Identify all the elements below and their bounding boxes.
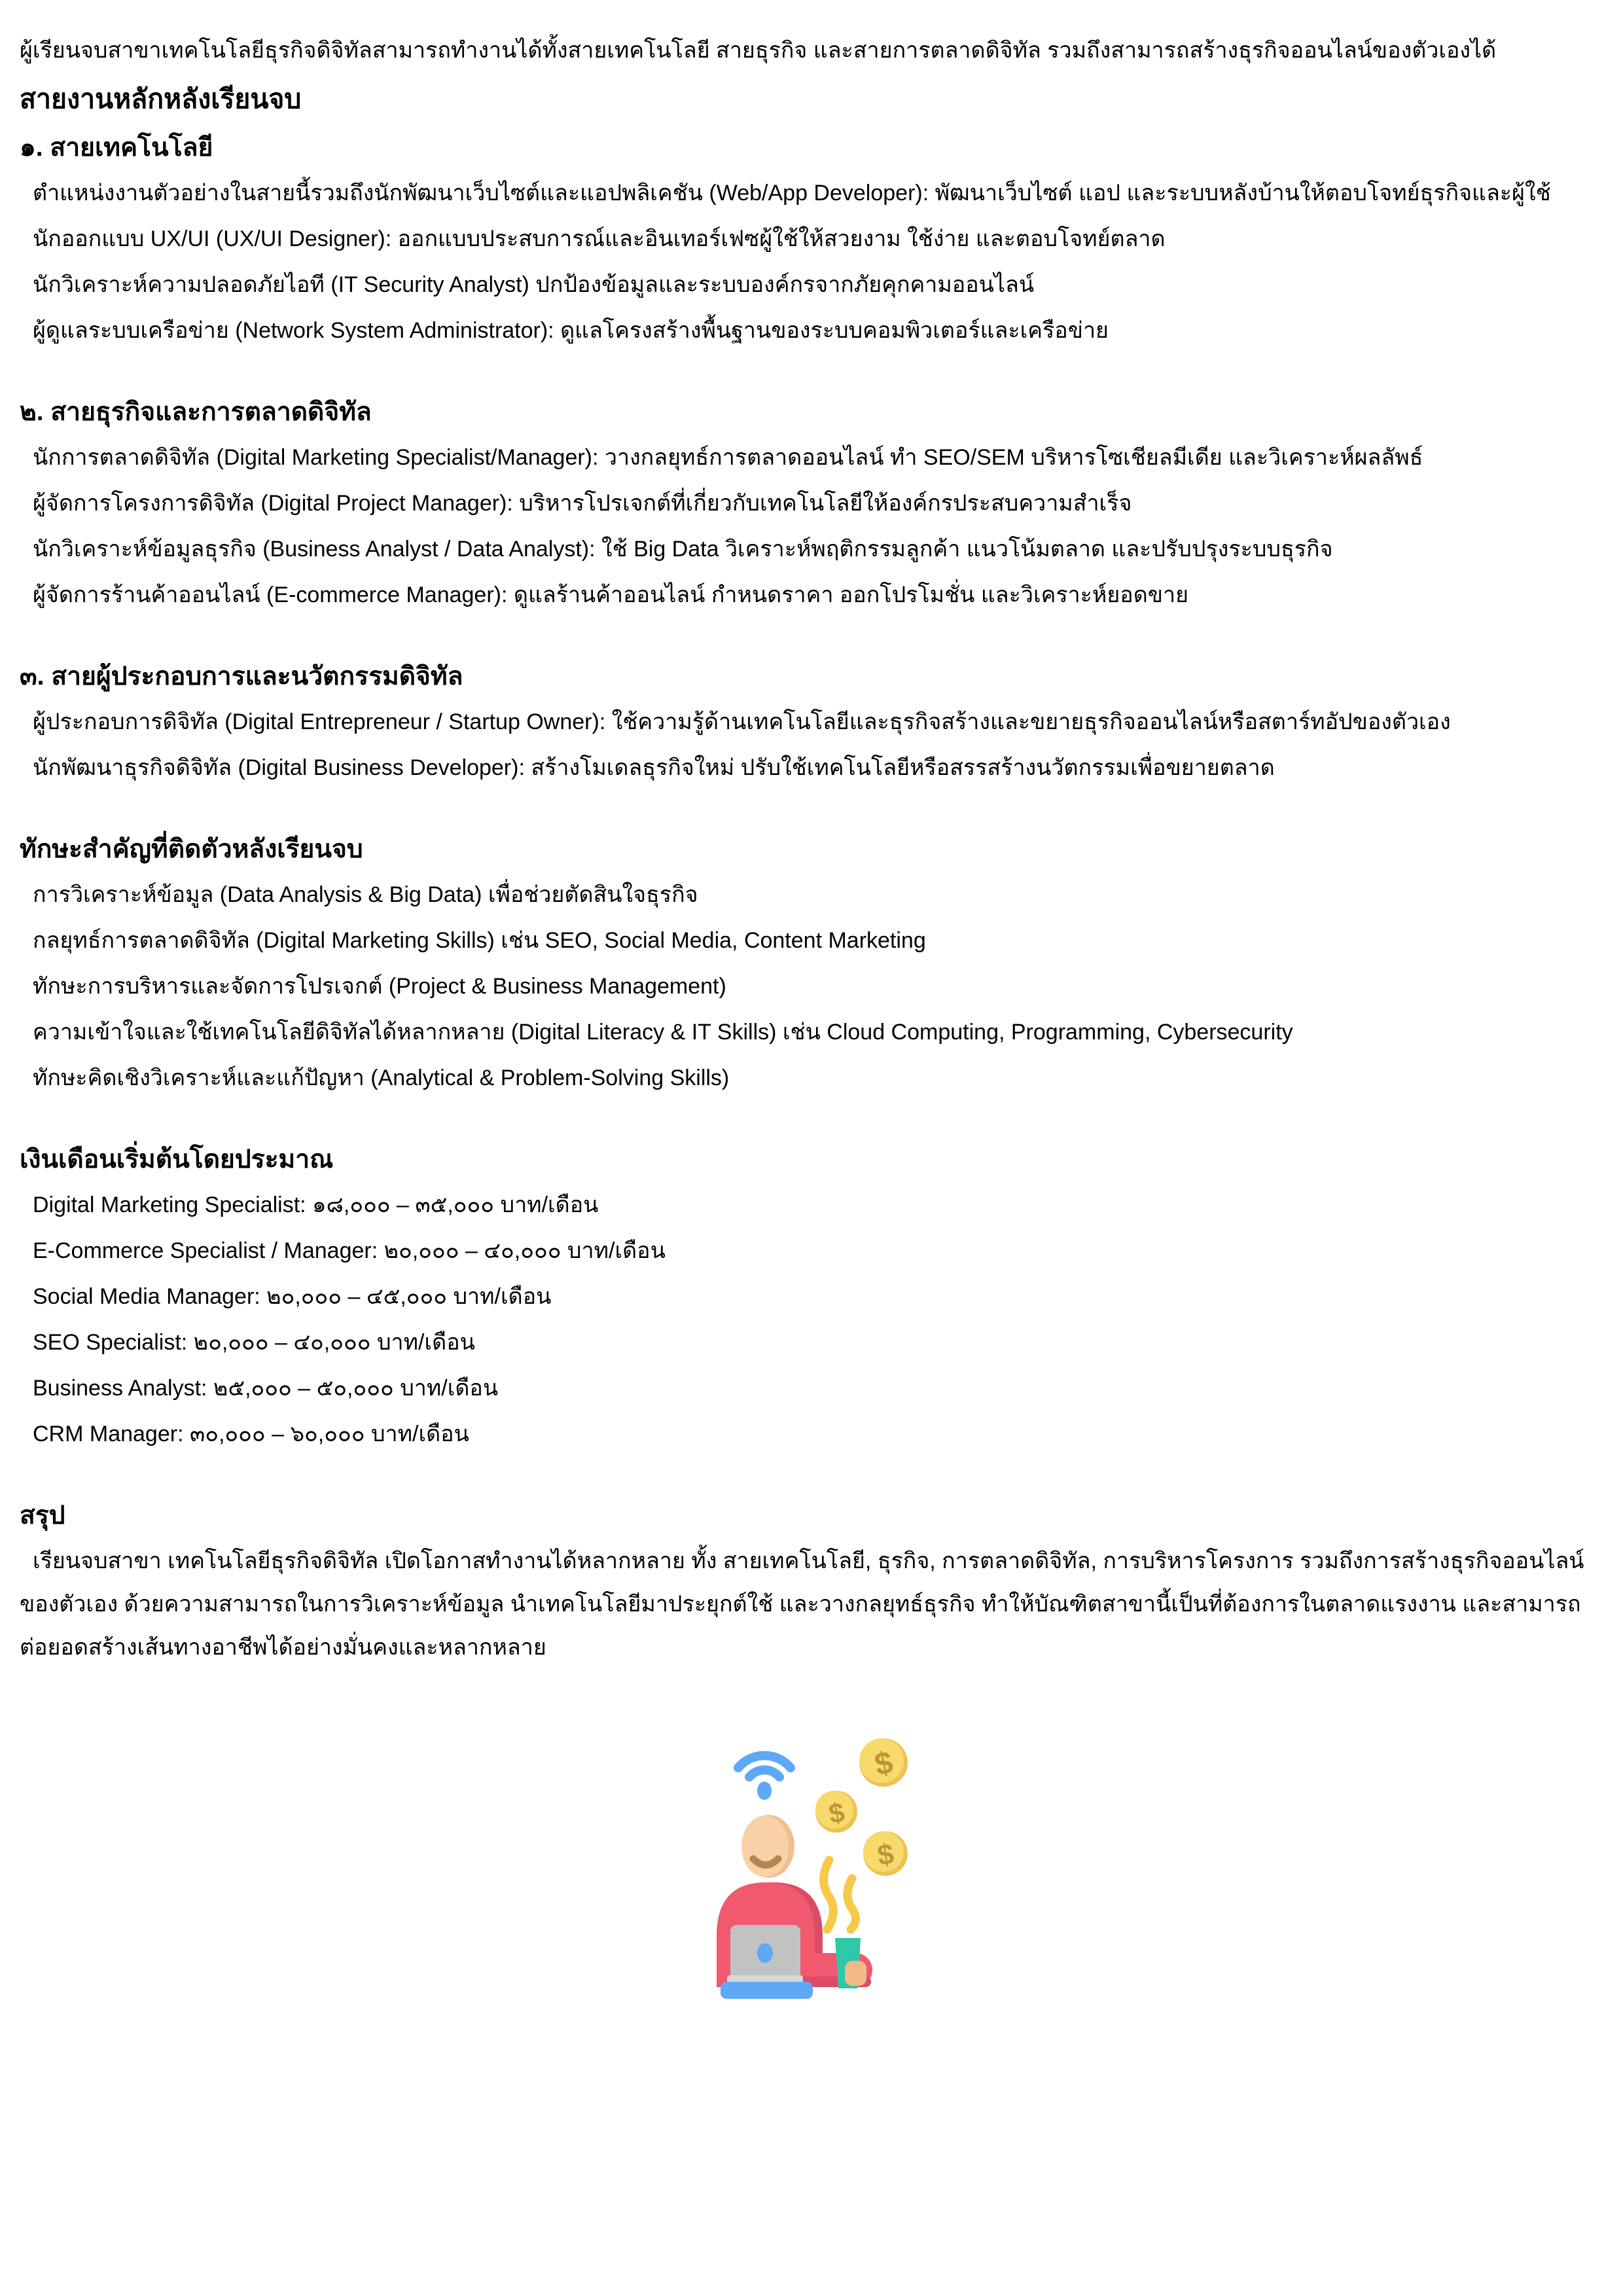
steam-wave [824, 1860, 834, 1929]
salary-item: Social Media Manager: ๒๐,๐๐๐ – ๔๕,๐๐๐ บาท/เดือน [33, 1284, 552, 1309]
skill-item: กลยุทธ์การตลาดดิจิทัล (Digital Marketing Skills) เช่น SEO, Social Media, Content Marketing [33, 928, 926, 953]
laptop-icon [727, 1925, 803, 1983]
laptop-logo-dot [757, 1943, 773, 1963]
summary-paragraph: เรียนจบสาขา เทคโนโลยีธุรกิจดิจิทัล เปิดโอกาสทำงานได้หลากหลาย ทั้ง สายเทคโนโลยี, ธุรกิจ, การตลาดดิจิทัล, การบริหารโครงการ รวมถึงการสร้างธุรกิจออนไลน์ของตัวเอง ด้วยความสามารถในการวิเคราะห์ข้อมูล นำเทคโนโลยีมาประยุกต์ใช้ และวางกลยุทธ์ธุรกิจ ทำให้บัณฑิตสาขานี้เป็นที่ต้องการในตลาดแรงงาน และสามารถต่อยอดสร้างเส้นทางอาชีพได้อย่างมั่นคงและหลากหลาย [20, 1549, 1584, 1660]
skill-item: ทักษะคิดเชิงวิเคราะห์และแก้ปัญหา (Analytical & Problem-Solving Skills) [33, 1066, 730, 1090]
job-item: ผู้ดูแลระบบเครือข่าย (Network System Administrator): ดูแลโครงสร้างพื้นฐานของระบบคอมพิวเตอร์และเครือข่าย [33, 318, 1109, 343]
job-item: นักพัฒนาธุรกิจดิจิทัล (Digital Business Developer): สร้างโมเดลธุรกิจใหม่ ปรับใช้เทคโนโลยีหรือสรรสร้างนวัตกรรมเพื่อขยายตลาด [33, 755, 1275, 780]
job-item: นักออกแบบ UX/UI (UX/UI Designer): ออกแบบประสบการณ์และอินเทอร์เฟซผู้ใช้ให้สวยงาม ใช้ง่าย และตอบโจทย์ตลาด [33, 226, 1166, 251]
salary-item: CRM Manager: ๓๐,๐๐๐ – ๖๐,๐๐๐ บาท/เดือน [33, 1422, 469, 1446]
wifi-icon [738, 1755, 791, 1800]
freelancer-illustration-svg [697, 1732, 919, 2007]
job-item: นักวิเคราะห์ข้อมูลธุรกิจ (Business Analyst / Data Analyst): ใช้ Big Data วิเคราะห์พฤติกรรมลูกค้า แนวโน้มตลาด และปรับปรุงระบบธุรกิจ [33, 537, 1333, 562]
coin-icon [815, 1791, 857, 1833]
skill-item: ทักษะการบริหารและจัดการโปรเจกต์ (Project & Business Management) [33, 974, 726, 999]
desk-bar [721, 1982, 813, 1999]
job-item: ผู้จัดการร้านค้าออนไลน์ (E-commerce Manager): ดูแลร้านค้าออนไลน์ กำหนดราคา ออกโปรโมชั่น และวิเคราะห์ยอดขาย [33, 583, 1189, 607]
steam-wave [847, 1878, 856, 1929]
salary-heading: เงินเดือนเริ่มต้นโดยประมาณ [20, 1145, 334, 1174]
skills-heading: ทักษะสำคัญที่ติดตัวหลังเรียนจบ [20, 835, 363, 863]
skill-item: ความเข้าใจและใช้เทคโนโลยีดิจิทัลได้หลากหลาย (Digital Literacy & IT Skills) เช่น Cloud Computing, Programming, Cybersecurity [33, 1020, 1293, 1045]
salary-item: Business Analyst: ๒๕,๐๐๐ – ๕๐,๐๐๐ บาท/เดือน [33, 1376, 499, 1401]
steam-icon [824, 1860, 856, 1929]
salary-item: Digital Marketing Specialist: ๑๘,๐๐๐ – ๓๕,๐๐๐ บาท/เดือน [33, 1193, 599, 1217]
salary-item: SEO Specialist: ๒๐,๐๐๐ – ๔๐,๐๐๐ บาท/เดือน [33, 1330, 475, 1355]
intro-paragraph: ผู้เรียนจบสาขาเทคโนโลยีธุรกิจดิจิทัลสามารถทำงานได้ทั้งสายเทคโนโลยี สายธุรกิจ และสายการตลาดดิจิทัล รวมถึงสามารถสร้างธุรกิจออนไลน์ของตัวเองได้ [20, 38, 1497, 63]
wifi-inner-arc [749, 1770, 779, 1777]
dollar-sign: $ [871, 1745, 896, 1783]
section-2-heading: ๒. สายธุรกิจและการตลาดดิจิทัล [20, 398, 372, 426]
job-item: ผู้จัดการโครงการดิจิทัล (Digital Project Manager): บริหารโปรเจกต์ที่เกี่ยวกับเทคโนโลยีให้องค์กรประสบความสำเร็จ [33, 491, 1132, 516]
job-item: นักการตลาดดิจิทัล (Digital Marketing Specialist/Manager): วางกลยุทธ์การตลาดออนไลน์ ทำ SEO/SEM บริหารโซเชียลมีเดีย และวิเคราะห์ผลลัพธ์ [33, 445, 1423, 470]
skill-item: การวิเคราะห์ข้อมูล (Data Analysis & Big Data) เพื่อช่วยตัดสินใจธุรกิจ [33, 882, 698, 907]
hand [845, 1961, 866, 1986]
job-item: ตำแหน่งงานตัวอย่างในสายนี้รวมถึงนักพัฒนาเว็บไซต์และแอปพลิเคชัน (Web/App Developer): พัฒนาเว็บไซต์ แอป และระบบหลังบ้านให้ตอบโจทย์ธุรกิจและผู้ใช้ [33, 181, 1551, 206]
salary-item: E-Commerce Specialist / Manager: ๒๐,๐๐๐ – ๔๐,๐๐๐ บาท/เดือน [33, 1238, 666, 1263]
dollar-sign: $ [875, 1838, 896, 1872]
coin-icon [859, 1738, 908, 1787]
illustration-freelancer-earning [697, 1732, 919, 2010]
section-1-heading: ๑. สายเทคโนโลยี [20, 134, 213, 162]
coffee-cup-icon [835, 1938, 866, 1988]
coin-icon [863, 1831, 908, 1876]
section-3-heading: ๓. สายผู้ประกอบการและนวัตกรรมดิจิทัล [20, 662, 463, 691]
dollar-sign: $ [826, 1796, 847, 1830]
person-head [741, 1815, 794, 1878]
main-heading: สายงานหลักหลังเรียนจบ [20, 84, 302, 114]
job-item: ผู้ประกอบการดิจิทัล (Digital Entrepreneur / Startup Owner): ใช้ความรู้ด้านเทคโนโลยีและธุรกิจสร้างและขยายธุรกิจออนไลน์หรือสตาร์ทอัปของตัวเอง [33, 709, 1451, 734]
wifi-dot [757, 1782, 772, 1800]
job-item: นักวิเคราะห์ความปลอดภัยไอที (IT Security Analyst) ปกป้องข้อมูลและระบบองค์กรจากภัยคุกคามออนไลน์ [33, 272, 1035, 297]
summary-heading: สรุป [20, 1501, 65, 1530]
